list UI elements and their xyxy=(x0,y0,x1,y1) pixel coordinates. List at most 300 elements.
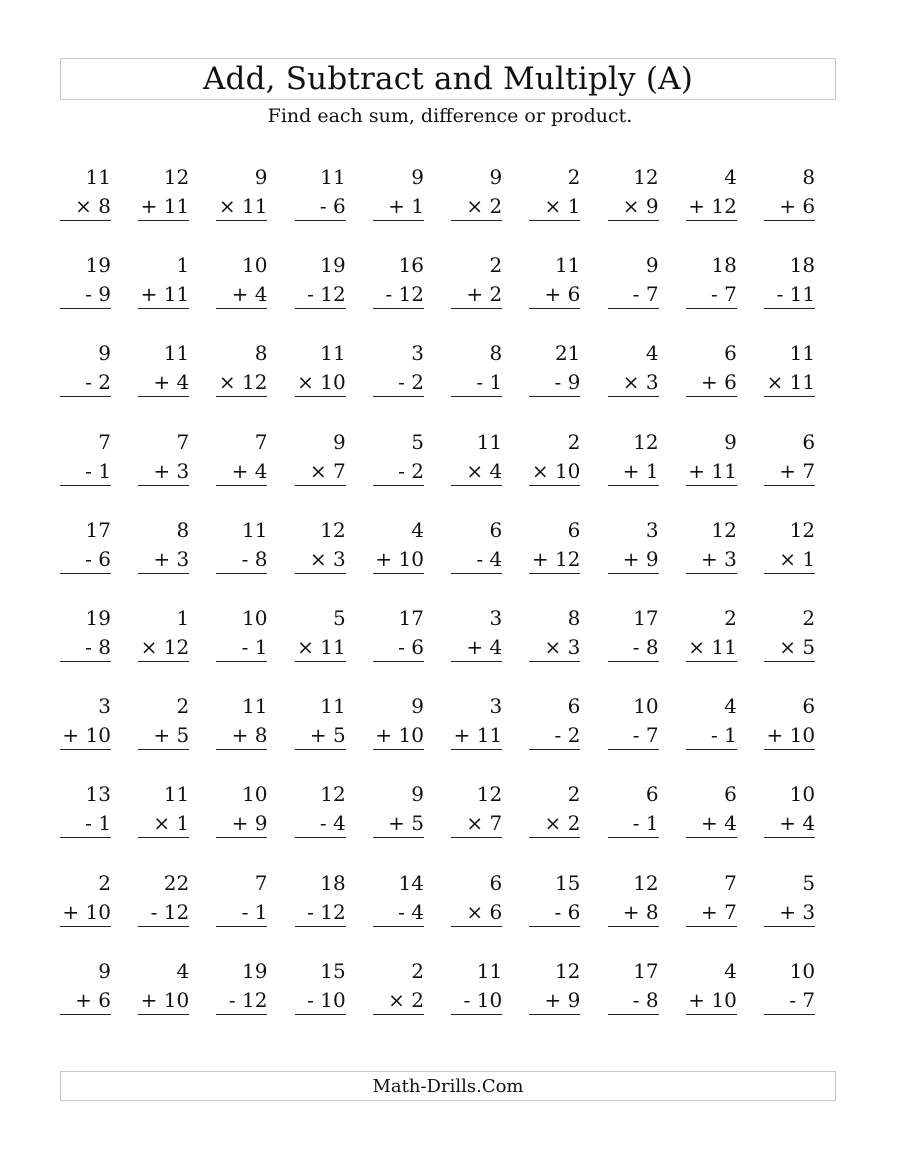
problem-item xyxy=(686,691,762,779)
top-number-wrap xyxy=(138,956,189,985)
problem-item xyxy=(451,691,527,779)
bottom-number: 11 xyxy=(320,634,346,659)
top-number-wrap xyxy=(295,779,346,808)
top-number-wrap xyxy=(373,779,424,808)
operator: - xyxy=(228,987,236,1012)
operator-line xyxy=(138,544,189,574)
top-number: 2 xyxy=(567,429,581,454)
top-number-wrap xyxy=(295,338,346,367)
bottom-number: 6 xyxy=(802,194,816,218)
footer-text: Math-Drills.Com xyxy=(372,1075,524,1097)
top-number-wrap xyxy=(60,250,111,279)
operator-line xyxy=(451,808,502,838)
bottom-number: 5 xyxy=(176,723,190,748)
top-number: 9 xyxy=(98,958,111,983)
operator-line xyxy=(608,632,659,662)
problem-item xyxy=(529,515,605,603)
operator-line xyxy=(60,632,111,662)
top-number: 4 xyxy=(176,958,190,983)
top-number: 22 xyxy=(163,870,190,895)
bottom-number: 11 xyxy=(163,194,190,218)
top-number-wrap xyxy=(60,427,111,456)
bottom-number: 11 xyxy=(242,194,268,218)
top-number: 8 xyxy=(254,341,268,366)
bottom-number: 11 xyxy=(789,282,816,307)
top-number: 2 xyxy=(567,782,581,807)
bottom-number: 6 xyxy=(567,899,581,924)
problem-item xyxy=(373,779,449,867)
operator: - xyxy=(632,987,640,1012)
top-number-wrap xyxy=(60,338,111,367)
operator: + xyxy=(153,546,171,571)
operator: - xyxy=(398,899,405,924)
operator: - xyxy=(85,282,92,307)
operator-line xyxy=(138,367,189,397)
top-number-wrap xyxy=(216,427,267,456)
operator-line xyxy=(60,808,111,838)
operator-line xyxy=(373,897,424,927)
problem-item xyxy=(138,250,214,338)
problem-item xyxy=(529,250,605,338)
problem-item xyxy=(451,427,527,515)
top-number: 2 xyxy=(802,605,816,630)
problem-item xyxy=(686,162,762,250)
operator-line xyxy=(608,367,659,397)
operator-line xyxy=(138,808,189,838)
problem-item xyxy=(764,691,840,779)
problem-item xyxy=(451,956,527,1044)
top-number-wrap xyxy=(608,250,659,279)
bottom-number: 7 xyxy=(724,282,737,307)
operator-line xyxy=(373,720,424,750)
operator: - xyxy=(385,282,393,307)
operator-line xyxy=(216,367,267,397)
bottom-number: 11 xyxy=(789,370,816,395)
operator: + xyxy=(466,282,484,307)
top-number: 19 xyxy=(85,253,111,278)
top-number-wrap xyxy=(764,250,815,279)
bottom-number: 2 xyxy=(411,370,424,395)
problem-row xyxy=(60,515,840,603)
top-number: 11 xyxy=(85,165,111,189)
operator: - xyxy=(554,370,562,395)
operator-line xyxy=(295,456,346,486)
operator-line xyxy=(529,720,580,750)
top-number-wrap xyxy=(373,691,424,720)
problem-item xyxy=(451,250,527,338)
bottom-number: 12 xyxy=(398,282,424,307)
top-number-wrap xyxy=(373,956,424,985)
problem-item xyxy=(60,162,136,250)
problem-item xyxy=(295,162,371,250)
problem-item xyxy=(295,779,371,867)
top-number: 18 xyxy=(711,253,737,278)
top-number: 2 xyxy=(411,958,424,983)
top-number-wrap xyxy=(451,250,502,279)
top-number: 3 xyxy=(489,605,503,630)
operator: + xyxy=(779,811,797,836)
top-number: 7 xyxy=(724,870,737,895)
bottom-number: 7 xyxy=(645,282,659,307)
top-number: 10 xyxy=(242,605,268,630)
problem-item xyxy=(216,338,292,426)
top-number-wrap xyxy=(764,427,815,456)
operator-line xyxy=(373,632,424,662)
operator: + xyxy=(388,194,405,218)
operator: × xyxy=(218,370,236,395)
problem-item xyxy=(295,691,371,779)
operator: × xyxy=(466,899,484,924)
top-number-wrap xyxy=(295,162,346,191)
top-number: 9 xyxy=(411,165,424,189)
problem-item xyxy=(686,338,762,426)
top-number: 7 xyxy=(254,870,268,895)
problem-item xyxy=(60,427,136,515)
problem-row xyxy=(60,427,840,515)
operator-line xyxy=(529,191,580,221)
problem-item xyxy=(60,603,136,691)
problem-row xyxy=(60,691,840,779)
operator: × xyxy=(766,370,784,395)
top-number-wrap xyxy=(686,338,737,367)
footer-box xyxy=(60,1071,836,1101)
operator: × xyxy=(297,370,314,395)
top-number-wrap xyxy=(216,338,267,367)
bottom-number: 10 xyxy=(476,987,503,1012)
operator: - xyxy=(554,899,562,924)
bottom-number: 11 xyxy=(476,723,503,748)
operator-line xyxy=(138,632,189,662)
bottom-number: 9 xyxy=(645,194,659,218)
bottom-number: 1 xyxy=(802,546,816,571)
operator-line xyxy=(451,897,502,927)
top-number-wrap xyxy=(686,603,737,632)
operator-line xyxy=(295,720,346,750)
top-number: 5 xyxy=(332,605,346,630)
operator: + xyxy=(779,194,797,218)
top-number: 9 xyxy=(332,429,346,454)
bottom-number: 12 xyxy=(320,282,346,307)
bottom-number: 10 xyxy=(320,987,346,1012)
bottom-number: 1 xyxy=(176,811,190,836)
operator: × xyxy=(140,634,158,659)
operator: + xyxy=(531,546,549,571)
problem-item xyxy=(373,162,449,250)
top-number: 4 xyxy=(724,694,737,719)
problem-item xyxy=(529,956,605,1044)
operator-line xyxy=(216,632,267,662)
operator: + xyxy=(140,194,158,218)
problem-item xyxy=(608,250,684,338)
bottom-number: 1 xyxy=(567,194,581,218)
problem-item xyxy=(373,338,449,426)
top-number: 12 xyxy=(163,165,190,189)
top-number: 16 xyxy=(398,253,424,278)
operator-line xyxy=(60,367,111,397)
problem-item xyxy=(216,427,292,515)
bottom-number: 8 xyxy=(98,634,111,659)
operator-line xyxy=(216,720,267,750)
operator: - xyxy=(241,899,249,924)
title-box xyxy=(60,58,836,100)
operator-line xyxy=(451,720,502,750)
problem-item xyxy=(686,603,762,691)
operator: + xyxy=(701,811,718,836)
bottom-number: 7 xyxy=(724,899,737,924)
bottom-number: 3 xyxy=(802,899,816,924)
top-number: 1 xyxy=(176,253,190,278)
problem-item xyxy=(60,338,136,426)
top-number: 6 xyxy=(567,517,581,542)
bottom-number: 1 xyxy=(645,811,659,836)
operator-line xyxy=(608,985,659,1015)
operator-line xyxy=(764,279,815,309)
bottom-number: 5 xyxy=(802,634,816,659)
problem-item xyxy=(216,691,292,779)
top-number-wrap xyxy=(608,691,659,720)
top-number: 11 xyxy=(242,517,268,542)
top-number: 11 xyxy=(789,341,816,366)
problem-item xyxy=(608,338,684,426)
top-number-wrap xyxy=(60,162,111,191)
operator: - xyxy=(463,987,471,1012)
operator: - xyxy=(776,282,784,307)
top-number: 11 xyxy=(554,253,581,278)
top-number: 6 xyxy=(645,782,659,807)
operator-line xyxy=(764,191,815,221)
problem-item xyxy=(373,603,449,691)
problem-item xyxy=(60,515,136,603)
operator-line xyxy=(764,985,815,1015)
bottom-number: 6 xyxy=(567,282,581,307)
top-number-wrap xyxy=(529,162,580,191)
problem-item xyxy=(451,603,527,691)
top-number: 3 xyxy=(489,694,503,719)
operator-line xyxy=(451,456,502,486)
operator: × xyxy=(309,546,327,571)
problem-row xyxy=(60,250,840,338)
top-number: 3 xyxy=(411,341,424,366)
top-number: 9 xyxy=(98,341,111,366)
top-number: 15 xyxy=(320,958,346,983)
top-number: 14 xyxy=(398,870,424,895)
top-number-wrap xyxy=(373,338,424,367)
operator-line xyxy=(295,544,346,574)
problem-item xyxy=(373,691,449,779)
top-number-wrap xyxy=(295,956,346,985)
top-number-wrap xyxy=(686,691,737,720)
top-number: 6 xyxy=(802,429,816,454)
problem-row xyxy=(60,956,840,1044)
problem-item xyxy=(529,868,605,956)
bottom-number: 10 xyxy=(398,723,424,748)
top-number: 8 xyxy=(176,517,190,542)
top-number-wrap xyxy=(529,956,580,985)
top-number-wrap xyxy=(373,162,424,191)
top-number-wrap xyxy=(529,779,580,808)
top-number: 2 xyxy=(567,165,581,189)
operator: - xyxy=(632,811,640,836)
bottom-number: 4 xyxy=(411,899,424,924)
worksheet-instructions: Find each sum, difference or product. xyxy=(267,105,633,127)
operator: × xyxy=(466,458,484,483)
problem-item xyxy=(451,162,527,250)
problem-row xyxy=(60,338,840,426)
operator: × xyxy=(153,811,171,836)
top-number-wrap xyxy=(529,250,580,279)
operator-line xyxy=(138,191,189,221)
problem-item xyxy=(529,603,605,691)
top-number-wrap xyxy=(764,338,815,367)
operator-line xyxy=(295,897,346,927)
operator-line xyxy=(216,808,267,838)
top-number-wrap xyxy=(216,956,267,985)
top-number-wrap xyxy=(295,691,346,720)
problem-item xyxy=(216,603,292,691)
problem-item xyxy=(764,427,840,515)
operator-line xyxy=(295,985,346,1015)
top-number: 2 xyxy=(176,694,190,719)
operator-line xyxy=(60,897,111,927)
bottom-number: 7 xyxy=(802,458,816,483)
operator-line xyxy=(295,279,346,309)
top-number-wrap xyxy=(764,603,815,632)
bottom-number: 12 xyxy=(711,194,737,218)
top-number-wrap xyxy=(138,691,189,720)
problem-item xyxy=(138,515,214,603)
top-number-wrap xyxy=(295,603,346,632)
operator-line xyxy=(764,544,815,574)
operator-line xyxy=(529,985,580,1015)
bottom-number: 12 xyxy=(242,987,268,1012)
operator-line xyxy=(764,367,815,397)
problem-row xyxy=(60,603,840,691)
top-number: 10 xyxy=(633,694,659,719)
operator: - xyxy=(241,634,249,659)
operator: + xyxy=(231,458,249,483)
top-number-wrap xyxy=(686,250,737,279)
operator-line xyxy=(451,985,502,1015)
operator-line xyxy=(529,897,580,927)
top-number-wrap xyxy=(608,779,659,808)
top-number-wrap xyxy=(764,779,815,808)
bottom-number: 9 xyxy=(567,370,581,395)
bottom-number: 4 xyxy=(489,634,503,659)
top-number: 12 xyxy=(320,517,346,542)
operator: + xyxy=(140,282,158,307)
top-number: 2 xyxy=(489,253,503,278)
operator-line xyxy=(373,544,424,574)
bottom-number: 6 xyxy=(489,899,503,924)
top-number: 6 xyxy=(567,694,581,719)
top-number-wrap xyxy=(451,691,502,720)
bottom-number: 4 xyxy=(489,546,503,571)
bottom-number: 3 xyxy=(724,546,737,571)
top-number-wrap xyxy=(451,162,502,191)
problem-item xyxy=(138,779,214,867)
top-number-wrap xyxy=(529,868,580,897)
problem-item xyxy=(60,779,136,867)
top-number: 12 xyxy=(476,782,503,807)
operator-line xyxy=(686,456,737,486)
bottom-number: 5 xyxy=(411,811,424,836)
operator: - xyxy=(476,370,484,395)
problem-item xyxy=(451,868,527,956)
top-number-wrap xyxy=(451,427,502,456)
bottom-number: 7 xyxy=(489,811,503,836)
top-number: 10 xyxy=(789,782,816,807)
top-number: 6 xyxy=(489,517,503,542)
top-number: 4 xyxy=(411,517,424,542)
operator-line xyxy=(608,897,659,927)
operator: + xyxy=(701,546,718,571)
operator-line xyxy=(60,985,111,1015)
operator: × xyxy=(622,370,640,395)
problem-item xyxy=(451,515,527,603)
operator-line xyxy=(529,544,580,574)
problem-item xyxy=(686,427,762,515)
operator: + xyxy=(779,458,797,483)
top-number: 12 xyxy=(633,429,659,454)
operator-line xyxy=(60,456,111,486)
operator-line xyxy=(686,191,737,221)
top-number-wrap xyxy=(529,338,580,367)
operator: + xyxy=(231,811,249,836)
top-number-wrap xyxy=(451,515,502,544)
operator: - xyxy=(632,634,640,659)
top-number-wrap xyxy=(686,779,737,808)
operator: - xyxy=(85,634,92,659)
top-number-wrap xyxy=(216,250,267,279)
bottom-number: 8 xyxy=(645,899,659,924)
problem-item xyxy=(60,691,136,779)
bottom-number: 2 xyxy=(567,723,581,748)
operator: + xyxy=(622,899,640,924)
operator-line xyxy=(373,456,424,486)
problem-item xyxy=(608,162,684,250)
problem-item xyxy=(686,868,762,956)
top-number-wrap xyxy=(529,691,580,720)
bottom-number: 10 xyxy=(711,987,737,1012)
problem-row xyxy=(60,779,840,867)
bottom-number: 6 xyxy=(98,546,111,571)
problem-row xyxy=(60,868,840,956)
top-number: 12 xyxy=(320,782,346,807)
operator: + xyxy=(231,282,249,307)
operator-line xyxy=(216,544,267,574)
operator-line xyxy=(451,544,502,574)
operator: + xyxy=(375,546,393,571)
problem-item xyxy=(764,868,840,956)
top-number: 2 xyxy=(98,870,111,895)
operator: - xyxy=(150,899,158,924)
problem-item xyxy=(373,250,449,338)
problem-item xyxy=(216,868,292,956)
operator-line xyxy=(295,632,346,662)
bottom-number: 3 xyxy=(332,546,346,571)
operator: + xyxy=(466,634,484,659)
operator-line xyxy=(686,279,737,309)
operator-line xyxy=(686,808,737,838)
bottom-number: 7 xyxy=(802,987,816,1012)
top-number: 4 xyxy=(724,958,737,983)
problem-item xyxy=(138,868,214,956)
problem-item xyxy=(295,603,371,691)
operator: - xyxy=(85,370,92,395)
operator-line xyxy=(529,279,580,309)
operator: × xyxy=(779,546,797,571)
top-number: 11 xyxy=(320,165,346,189)
